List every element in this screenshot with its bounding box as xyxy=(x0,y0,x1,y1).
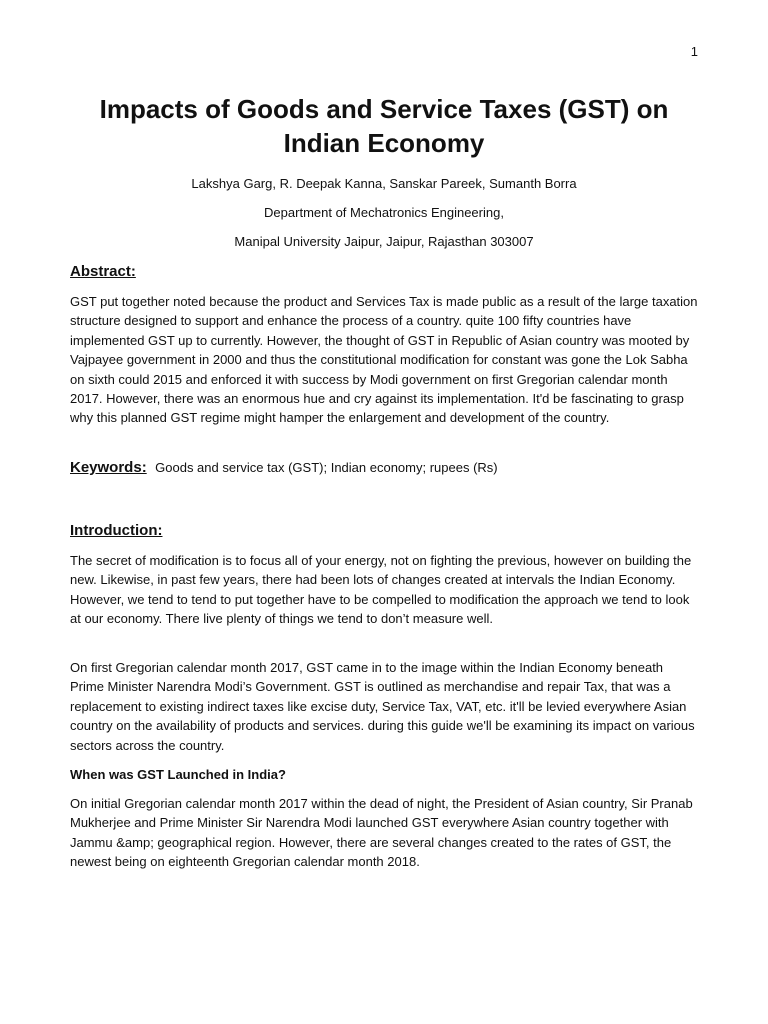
paragraph-text: The secret of modification is to focus all of your energy, not on fighting the previous, however on building the new. Likewise, in past few years, there had been lots of changes created at intervals the Indian Economy. However, we tend to tend to put together have to be compelled to modification the approach we tend to look at our economy. There live plenty of things we tend to don’t measure well. xyxy=(70,553,692,627)
abstract-text: GST put together noted because the product and Services Tax is made public as a result of the large taxation structure designed to support and enhance the process of a country. quite 100 fifty countries have implemented GST up to currently. However, the thought of GST in Republic of Asian country was mooted by Vajpayee government in 2000 and thus the constitutional modification for constant was gone the Lok Sabha on sixth could 2015 and enforced it with success by Modi government on first Gregorian calendar month 2017. However, there was an enormous hue and cry against its implementation. It'd be fascinating to grasp why this planned GST regime might hamper the enlargement and development of the country. xyxy=(70,294,698,426)
page-number: 1 xyxy=(690,44,698,59)
introduction-paragraph-1 xyxy=(70,551,700,629)
abstract-heading: Abstract: xyxy=(70,263,136,280)
introduction-heading: Introduction: xyxy=(70,522,163,539)
keywords-line xyxy=(70,459,700,477)
abstract-body xyxy=(70,292,700,428)
gst-launch-subheading: When was GST Launched in India? xyxy=(70,767,286,782)
keywords-label: Keywords: xyxy=(70,459,147,476)
abstract-section-heading xyxy=(70,262,700,282)
paragraph-text: On initial Gregorian calendar month 2017 within the dead of night, the President of Asian country, Sir Pranab Mukherjee and Prime Minister Sir Narendra Modi launched GST everywhere Asian country together with Jammu &amp; geographical region. However, there are several changes created to the rates of GST, the newest being on eighteenth Gregorian calendar month 2018. xyxy=(70,796,693,870)
paragraph-text: On first Gregorian calendar month 2017, GST came in to the image within the Indian Economy beneath Prime Minister Narendra Modi’s Government. GST is outlined as merchandise and repair Tax, that was a replacement to existing indirect taxes like excise duty, Service Tax, VAT, etc. it'll be levied everywhere Asian country on the availability of products and services. during this guide we'll be examining its impact on various sectors across the country. xyxy=(70,660,695,753)
affiliation: Manipal University Jaipur, Jaipur, Rajasthan 303007 xyxy=(234,234,534,249)
authors: Lakshya Garg, R. Deepak Kanna, Sanskar Pareek, Sumanth Borra xyxy=(191,176,577,191)
introduction-paragraph-2 xyxy=(70,658,700,755)
introduction-section-heading xyxy=(70,521,700,541)
keywords-text: Goods and service tax (GST); Indian economy; rupees (Rs) xyxy=(155,460,498,475)
department: Department of Mechatronics Engineering, xyxy=(264,205,504,220)
gst-launch-paragraph xyxy=(70,794,700,872)
paper-title: Impacts of Goods and Service Taxes (GST) on Indian Economy xyxy=(99,94,669,158)
